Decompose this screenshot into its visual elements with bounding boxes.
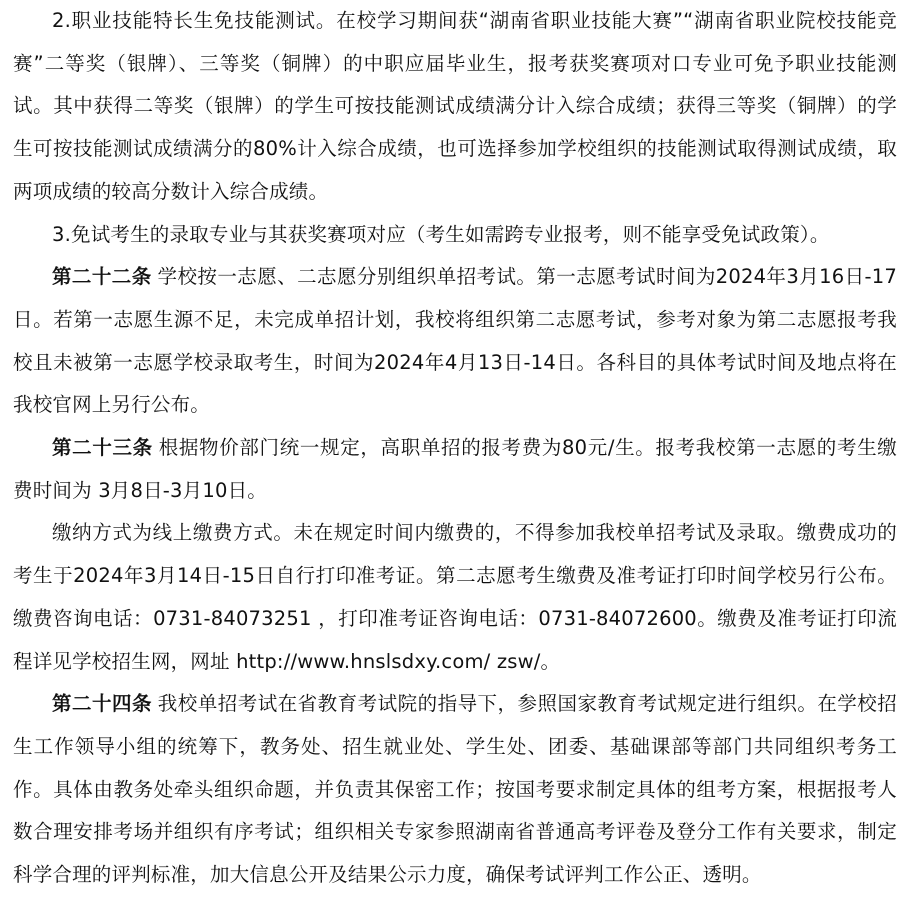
paragraph-exemption-major xyxy=(13,214,897,257)
document-body xyxy=(13,0,897,897)
article-heading: 第二十三条 xyxy=(52,436,153,460)
paragraph-text: 学校按一志愿、二志愿分别组织单招考试。第一志愿考试时间为2024年3月16日-17日。若第一志愿生源不足，未完成单招计划，我校将组织第二志愿考试，参考对象为第二志愿报考我校且未被第一志愿学校录取考生，时间为2024年4月13日-14日。各科目的具体考试时间及地点将在我校官网上另行公布。 xyxy=(13,265,897,417)
paragraph-text: 缴纳方式为线上缴费方式。未在规定时间内缴费的，不得参加我校单招考试及录取。缴费成功的考生于2024年3月14日-15日自行打印准考证。第二志愿考生缴费及准考证打印时间学校另行公布。缴费咨询电话：0731-84073251 ，打印准考证咨询电话：0731-84072600。缴费及准考证打印流程详见学校招生网，网址 http://www.hnslsdxy.com/ zsw/。 xyxy=(13,521,897,673)
paragraph-text: 根据物价部门统一规定，高职单招的报考费为80元/生。报考我校第一志愿的考生缴费时间为 3月8日-3月10日。 xyxy=(13,436,897,502)
paragraph-article-24 xyxy=(13,683,897,897)
paragraph-text: 我校单招考试在省教育考试院的指导下，参照国家教育考试规定进行组织。在学校招生工作领导小组的统筹下，教务处、招生就业处、学生处、团委、基础课部等部门共同组织考务工作。具体由教务处牵头组织命题，并负责其保密工作；按国考要求制定具体的组考方案，根据报考人数合理安排考场并组织有序考试；组织相关专家参照湖南省普通高考评卷及登分工作有关要求，制定科学合理的评判标准，加大信息公开及结果公示力度，确保考试评判工作公正、透明。 xyxy=(13,692,897,887)
paragraph-text: 3.免试考生的录取专业与其获奖赛项对应（考生如需跨专业报考，则不能享受免试政策）。 xyxy=(52,222,830,246)
paragraph-article-22 xyxy=(13,256,897,427)
paragraph-skill-exemption xyxy=(13,0,897,214)
paragraph-payment xyxy=(13,512,897,683)
paragraph-article-23 xyxy=(13,427,897,512)
paragraph-text: 2.职业技能特长生免技能测试。在校学习期间获“湖南省职业技能大赛”“湖南省职业院校技能竞赛”二等奖（银牌）、三等奖（铜牌）的中职应届毕业生，报考获奖赛项对口专业可免予职业技能测试。其中获得二等奖（银牌）的学生可按技能测试成绩满分计入综合成绩；获得三等奖（铜牌）的学生可按技能测试成绩满分的80%计入综合成绩，也可选择参加学校组织的技能测试取得测试成绩，取两项成绩的较高分数计入综合成绩。 xyxy=(13,9,897,203)
article-heading: 第二十四条 xyxy=(52,692,152,716)
article-heading: 第二十二条 xyxy=(52,265,152,289)
